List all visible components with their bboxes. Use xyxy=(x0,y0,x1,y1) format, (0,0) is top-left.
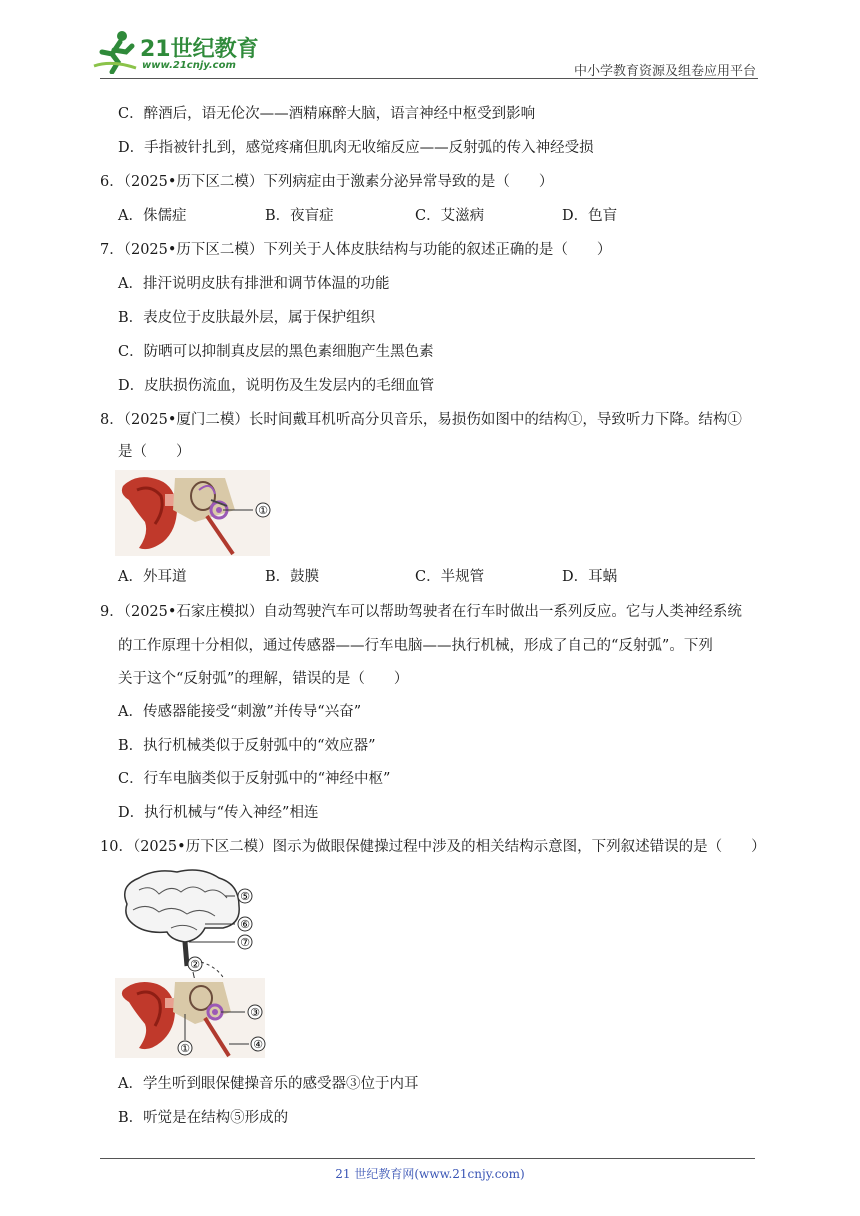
footer-divider xyxy=(100,1158,755,1159)
q10-fig-label-1: ① xyxy=(180,1042,190,1055)
q7-option-c: C．防晒可以抑制真皮层的黑色素细胞产生黑色素 xyxy=(118,344,434,360)
platform-title: 中小学教育资源及组卷应用平台 xyxy=(573,64,756,79)
q9-stem-line1: 9．（2025•石家庄模拟）自动驾驶汽车可以帮助驾驶者在行车时做出一系列反应。它与人类神经系统 xyxy=(100,604,742,620)
prev-option-c: C．醉酒后，语无伦次——酒精麻醉大脑，语言神经中枢受到影响 xyxy=(118,106,536,122)
logo-url: www.21cnjy.com xyxy=(142,60,236,71)
q7-option-d: D．皮肤损伤流血，说明伤及生发层内的毛细血管 xyxy=(118,378,435,394)
q7-stem: 7．（2025•历下区二模）下列关于人体皮肤结构与功能的叙述正确的是（ ） xyxy=(100,242,612,258)
q9-option-b: B．执行机械类似于反射弧中的“效应器” xyxy=(118,738,376,754)
q8-option-d: D．耳蜗 xyxy=(562,569,618,585)
q10-fig-label-4: ④ xyxy=(253,1038,263,1051)
q7-option-a: A．排汗说明皮肤有排泄和调节体温的功能 xyxy=(118,276,390,292)
q9-stem-line2: 的工作原理十分相似，通过传感器——行车电脑——执行机械，形成了自己的“反射弧”。下列 xyxy=(118,638,713,654)
page-header xyxy=(0,0,860,82)
q6-option-b: B．夜盲症 xyxy=(265,208,334,224)
q10-option-b: B．听觉是在结构⑤形成的 xyxy=(118,1110,289,1126)
q10-fig-label-7: ⑦ xyxy=(240,936,250,949)
q9-option-c: C．行车电脑类似于反射弧中的“神经中枢” xyxy=(118,771,391,787)
q8-stem-line1: 8．（2025•厦门二模）长时间戴耳机听高分贝音乐，易损伤如图中的结构①，导致听力下降。结构① xyxy=(100,412,742,428)
prev-option-d: D．手指被针扎到，感觉疼痛但肌肉无收缩反应——反射弧的传入神经受损 xyxy=(118,140,594,156)
q6-option-d: D．色盲 xyxy=(562,208,618,224)
q8-option-b: B．鼓膜 xyxy=(265,569,320,585)
runner-logo-icon xyxy=(92,30,140,74)
q7-option-b: B．表皮位于皮肤最外层，属于保护组织 xyxy=(118,310,376,326)
header-divider xyxy=(100,78,758,79)
q8-option-a: A．外耳道 xyxy=(118,569,187,585)
q10-fig-label-5: ⑤ xyxy=(240,890,250,903)
q10-fig-label-3: ③ xyxy=(250,1006,260,1019)
q6-stem: 6．（2025•历下区二模）下列病症由于激素分泌异常导致的是（ ） xyxy=(100,174,554,190)
logo-title: 21世纪教育 xyxy=(140,37,259,62)
q8-fig-label-1: ① xyxy=(258,504,268,517)
q10-fig-label-6: ⑥ xyxy=(240,918,250,931)
q8-option-c: C．半规管 xyxy=(415,569,485,585)
q6-option-a: A．侏儒症 xyxy=(118,208,187,224)
ear-figure-q8 xyxy=(115,470,285,556)
q6-option-c: C．艾滋病 xyxy=(415,208,485,224)
q9-option-a: A．传感器能接受“刺激”并传导“兴奋” xyxy=(118,704,362,720)
q10-option-a: A．学生听到眼保健操音乐的感受器③位于内耳 xyxy=(118,1076,419,1092)
q8-stem-line2: 是（ ） xyxy=(118,444,191,460)
q9-option-d: D．执行机械与“传入神经”相连 xyxy=(118,805,319,821)
footer-link[interactable]: 21 世纪教育网(www.21cnjy.com) xyxy=(335,1167,525,1181)
q10-stem: 10．（2025•历下区二模）图示为做眼保健操过程中涉及的相关结构示意图，下列叙述错误的是（ ） xyxy=(100,839,766,855)
q10-fig-label-2: ② xyxy=(190,958,200,971)
q9-stem-line3: 关于这个“反射弧”的理解，错误的是（ ） xyxy=(118,671,409,687)
site-logo[interactable] xyxy=(92,30,262,80)
brain-ear-figure-q10 xyxy=(115,866,275,1058)
